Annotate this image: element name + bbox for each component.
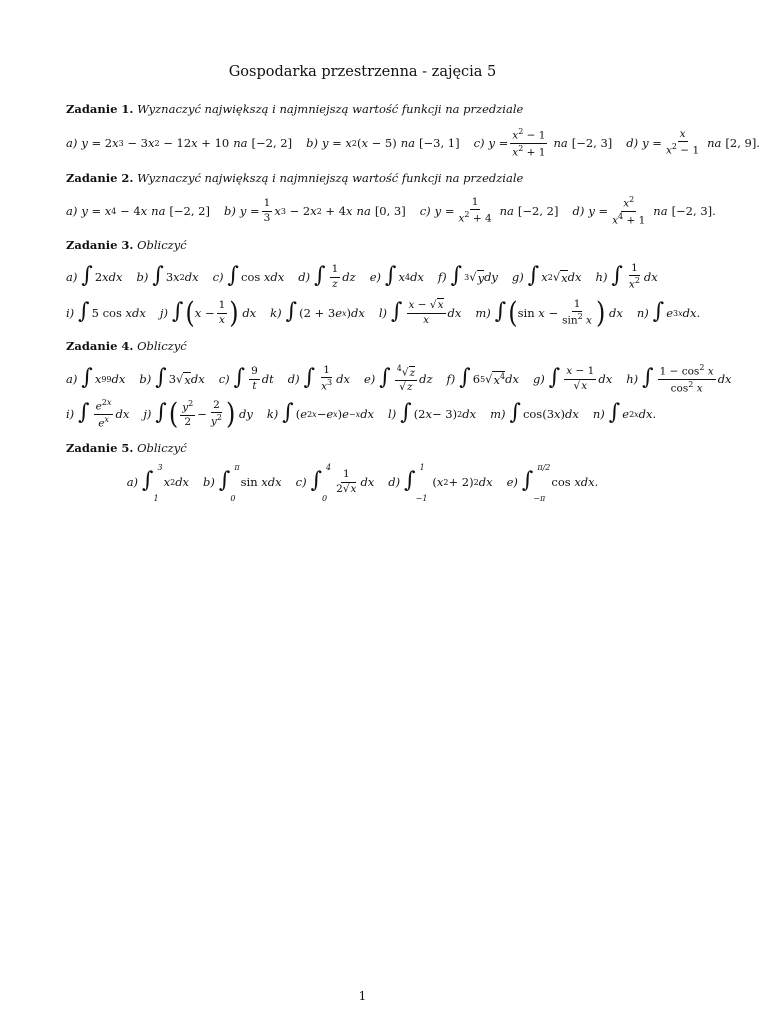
task-4-item-h: h) ∫ $\frac{1 - \cos^2 x}{\cos^2 x}$ dx	[626, 362, 732, 394]
task-instruction: Obliczyć	[137, 238, 187, 252]
task-4-item-f: f) ∫ 6 5 √ $x^4$ dx	[446, 365, 519, 390]
task-5-item-d: d) ∫ 1 −1 ( x 2 + 2) 2 dx	[388, 463, 493, 503]
task-5-item-c: c) ∫ 4 0 $\frac{1}{2√x}$ dx	[295, 463, 375, 503]
task-4-item-j: j) ∫ ( $\frac{y^2}{2}$ − $\frac{2}{y^2}$ ) dy	[143, 397, 253, 431]
task-3-items-row-1	[66, 262, 658, 292]
task-3-header	[66, 238, 187, 252]
task-5-item-b: b) ∫ π 0 sin xdx	[203, 463, 282, 503]
task-3-item-b: b) ∫ 3 x 2 dx	[136, 263, 199, 288]
task-4-item-g: g) ∫ $\frac{x - 1}{√x}$ dx	[532, 365, 613, 392]
task-label: Zadanie 3.	[66, 238, 134, 252]
page-number: 1	[358, 989, 367, 1003]
task-4-item-d: d) ∫ $\frac{1}{x^3}$ dx	[287, 364, 350, 393]
task-3-item-d: d) ∫ $\frac{1}{z}$ dz	[298, 263, 356, 290]
task-5-item-a: a) ∫ 3 1 x 2 dx	[126, 463, 190, 503]
page-title: Gospodarka przestrzenna - zajęcia 5	[228, 64, 497, 80]
task-4-item-m: m) ∫ cos(3 x ) dx	[490, 400, 579, 425]
task-1-items	[66, 128, 760, 158]
task-3-item-e: e) ∫ x 4 dx	[369, 263, 424, 288]
task-2-items	[66, 196, 716, 226]
task-label: Zadanie 4.	[66, 339, 134, 353]
task-1-item-c: c) y = $\frac{x^2 - 1}{x^2 + 1}$ na [−2, 3]	[473, 126, 613, 158]
task-4-item-b: b) ∫ 3√ x dx	[139, 365, 205, 390]
task-3-item-h: h) ∫ $\frac{1}{x^2}$ dx	[595, 262, 658, 291]
task-4-items-row-1	[66, 362, 732, 396]
task-3-item-l: l) ∫ $\frac{x - √x}{x}$ dx	[378, 299, 462, 326]
task-instruction: Obliczyć	[137, 441, 187, 455]
task-4-header	[66, 339, 187, 353]
task-4-item-i: i) ∫ $\frac{e^{2x}}{e^x}$ dx	[66, 397, 130, 429]
task-4-item-l: l) ∫ (2 x − 3) 2 dx	[388, 400, 477, 425]
task-instruction: Wyznaczyć największą i najmniejszą wartość funkcji na przedziale	[137, 171, 524, 185]
task-2-item-d: d) y = $\frac{x^2}{x^4 + 1}$ na [−2, 3].	[572, 194, 716, 226]
task-1-item-d: d) y = $\frac{x}{x^2 - 1}$ na [2, 9].	[626, 128, 760, 157]
task-label: Zadanie 2.	[66, 171, 134, 185]
task-4-item-c: c) ∫ $\frac{9}{t}$ dt	[218, 365, 274, 392]
task-5-item-e: e) ∫ π/2 −π cos xdx .	[506, 463, 599, 503]
task-2-item-a: a) y = x 4 − 4 x na [−2, 2]	[66, 204, 210, 218]
task-1-item-a: a) y = 2 x 3 − 3 x 2 − 12 x + 10 na [−2, 2]	[66, 136, 293, 150]
task-3-item-k: k) ∫ (2 + 3 e x ) dx	[270, 299, 365, 324]
task-3-item-f: f) ∫ 3 √ y dy	[437, 263, 498, 288]
task-3-item-i: i) ∫ 5 cos xdx	[66, 299, 146, 324]
task-label: Zadanie 5.	[66, 441, 134, 455]
task-4-items-row-2	[66, 397, 656, 431]
task-3-item-j: j) ∫ ( x − $\frac{1}{x}$ ) dx	[159, 296, 257, 330]
task-4-item-e: e) ∫ $\frac{^4√z}{√z}$ dz	[363, 364, 433, 393]
task-3-items-row-2	[66, 296, 700, 330]
task-3-item-m: m) ∫ ( sin x − $\frac{1}{\sin^2 x}$ ) dx	[475, 296, 623, 330]
task-3-item-g: g) ∫ x 2 √ x dx	[511, 263, 582, 288]
task-1-header	[66, 102, 523, 116]
task-instruction: Wyznaczyć największą i najmniejszą wartość funkcji na przedziale	[137, 102, 524, 116]
task-5-items	[0, 462, 725, 502]
task-instruction: Obliczyć	[137, 339, 187, 353]
task-label: Zadanie 1.	[66, 102, 134, 116]
task-3-item-n: n) ∫ e 3x dx .	[636, 299, 701, 324]
task-2-item-c: c) y = $\frac{1}{x^2 + 4}$ na [−2, 2]	[419, 196, 559, 225]
task-4-item-n: n) ∫ e 2x dx .	[592, 400, 657, 425]
task-4-item-k: k) ∫ ( e 2x − e x ) e −x dx	[266, 400, 375, 425]
task-2-item-b: b) y = $\frac{1}{3}$ x 3 − 2 x 2 + 4 x na [0, 3]	[223, 197, 406, 224]
task-3-item-c: c) ∫ cos xdx	[212, 263, 285, 288]
task-4-item-a: a) ∫ x 99 dx	[66, 365, 126, 390]
task-5-header	[66, 441, 187, 455]
task-2-header	[66, 171, 523, 185]
task-1-item-b: b) y = x 2 ( x − 5) na [−3, 1]	[306, 136, 460, 150]
task-3-item-a: a) ∫ 2 xdx	[66, 263, 123, 288]
